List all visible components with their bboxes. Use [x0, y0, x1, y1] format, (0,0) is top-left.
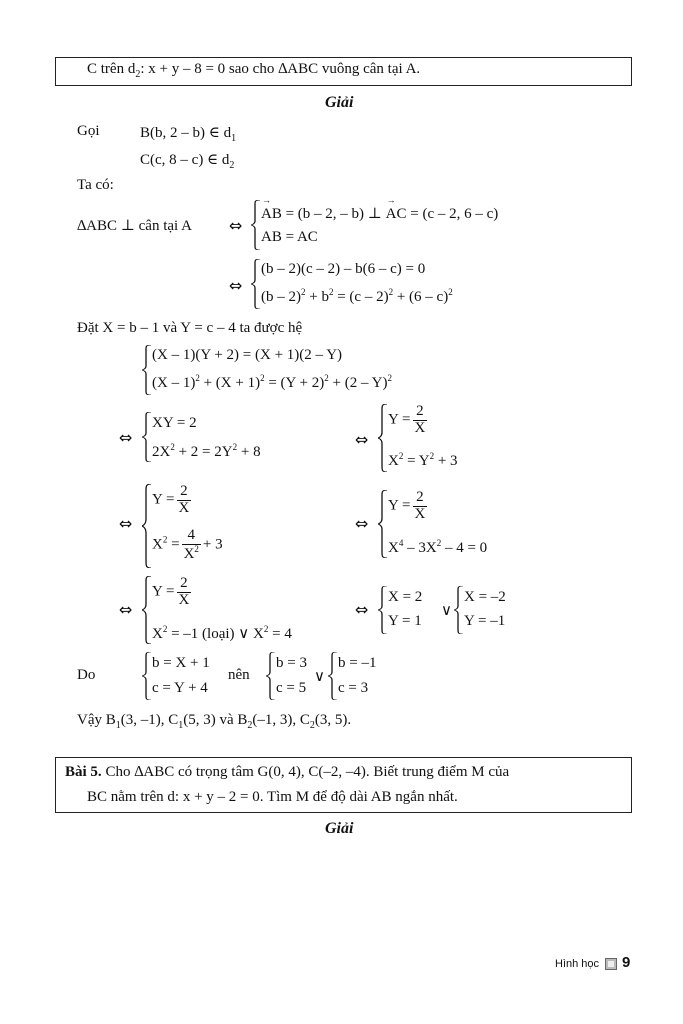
problem-box-top-text: C trên $d_2$: x + y – 8 = 0 sao cho ∆ABC vuông cân tại A. — [87, 61, 421, 80]
page-number: 9 — [622, 954, 631, 971]
iff-symbol: ⇔ — [229, 276, 243, 295]
system-5: Y = $\frac{2}{X}$ $X^2 = Y^2 + 3$ — [378, 404, 558, 472]
brace-icon — [142, 652, 152, 700]
solution-heading: Giải — [325, 820, 354, 837]
bai5-line2: BC nằm trên d: x + y – 2 = 0. Tìm M để độ dài AB ngắn nhất. — [87, 789, 458, 805]
brace-icon — [378, 586, 388, 634]
iff-symbol: ⇔ — [355, 514, 369, 533]
abc-label: ∆ABC ⊥ cân tại A — [77, 218, 192, 234]
conclusion: Vậy $B_1(3$, –1), $C_1(5$, 3) và $B_2(-1$, 3), $C_2(3$, 5). — [77, 712, 352, 731]
brace-icon — [142, 345, 152, 395]
brace-icon — [378, 490, 388, 558]
system-3: (X – 1)(Y + 2) = (X + 1)(2 – Y) $(X - 1)^2 + (X + 1)^2 = (Y + 2)^2 + (2 - Y)^2$ — [142, 345, 462, 395]
iff-symbol: ⇔ — [119, 600, 133, 619]
goi-line-c: C(c, 8 – c) ∈ $d_2$ — [140, 152, 235, 171]
brace-icon — [142, 484, 152, 568]
brace-icon — [454, 586, 464, 634]
footer-section-title: Hình học — [555, 958, 600, 970]
brace-icon — [142, 412, 152, 462]
brace-icon — [142, 576, 152, 644]
iff-symbol: ⇔ — [119, 514, 133, 533]
system-8: Y = $\frac{2}{X}$ $X^2 = -1$ (loại) ∨ $X^2 = 4$ — [142, 576, 342, 644]
ta-co: Ta có: — [77, 177, 114, 193]
substitution-text: Đặt X = b – 1 và Y = c – 4 ta được hệ — [77, 320, 303, 336]
system-2: (b – 2)(c – 2) – b(6 – c) = 0 $(b - 2)^2 + b^2 = (c - 2)^2 + (6 - c)^2$ — [251, 259, 551, 309]
system-4: XY = 2 $2X^2 + 2 = 2Y^2 + 8$ — [142, 412, 322, 462]
iff-symbol: ⇔ — [229, 216, 243, 235]
system-7: Y = $\frac{2}{X}$ $X^4 - 3X^2 - 4 = 0$ — [378, 490, 558, 558]
system-6: Y = $\frac{2}{X}$ $X^2$ = $\frac{4}{X^2}$ + 3 — [142, 484, 322, 568]
solution-heading: Giải — [325, 94, 354, 111]
brace-icon — [251, 259, 261, 309]
bai5-line1: Bài 5. Cho ∆ABC có trọng tâm G(0, 4), C(–2, –4). Biết trung điểm M của — [65, 764, 510, 780]
iff-symbol: ⇔ — [119, 428, 133, 447]
system-1: → AB = (b – 2, – b) ⊥ → AC = (c – 2, 6 – c) AB = AC — [251, 200, 551, 250]
system-9: X = 2 Y = 1 ∨ X = –2 Y = –1 — [378, 586, 538, 634]
iff-symbol: ⇔ — [355, 430, 369, 449]
brace-icon — [328, 652, 338, 700]
brace-icon — [266, 652, 276, 700]
system-10: b = X + 1 c = Y + 4 nên b = 3 c = 5 ∨ b = –1 c = 3 — [142, 652, 402, 700]
brace-icon — [378, 404, 388, 472]
goi-line-b: B(b, 2 – b) ∈ $d_1$ — [140, 125, 237, 144]
goi-label: Gọi — [77, 123, 100, 139]
iff-symbol: ⇔ — [355, 600, 369, 619]
brace-icon — [251, 200, 261, 250]
do-label: Do — [77, 667, 96, 683]
book-icon — [605, 958, 617, 970]
